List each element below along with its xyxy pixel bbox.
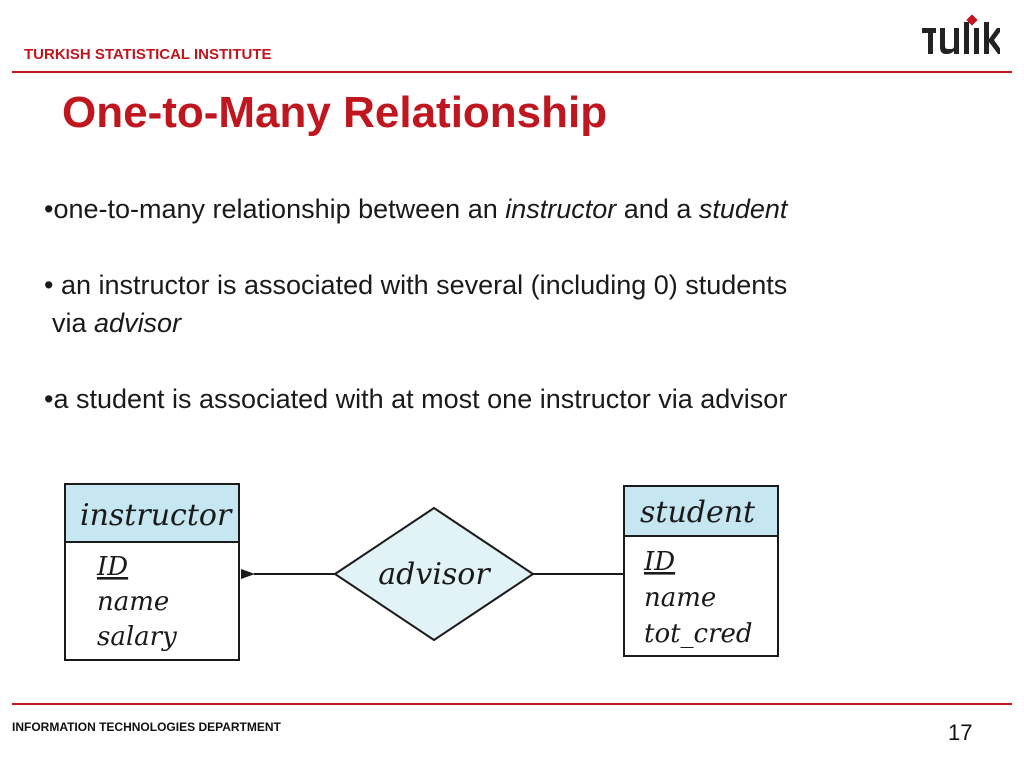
bullet-one-to-many [44, 190, 787, 228]
er-diagram [0, 470, 1024, 670]
student-attr-tot-cred: tot_cred [644, 619, 753, 649]
bullet-1-student: student [698, 194, 788, 224]
page-number: 17 [948, 720, 973, 745]
bullet-1-prefix: •one-to-many relationship between an [44, 194, 506, 224]
bullet-2-advisor: advisor [94, 308, 182, 338]
bullet-2-line1: • an instructor is associated with several (including 0) students [44, 270, 788, 300]
bullet-2-via: via [52, 308, 95, 338]
entity-instructor [65, 484, 239, 660]
entity-student [624, 486, 778, 656]
tuik-logo [920, 14, 1000, 58]
student-entity-name: student [640, 495, 756, 530]
bullet-student-association [44, 380, 787, 418]
bullet-1-middle: and a [616, 194, 699, 224]
footer-divider [12, 703, 1012, 705]
slide-title: One-to-Many Relationship [62, 88, 608, 137]
instructor-attr-salary: salary [97, 622, 177, 652]
instructor-attr-id: ID [97, 552, 129, 582]
advisor-label: advisor [378, 557, 490, 592]
bullet-list [44, 190, 787, 418]
student-attr-id: ID [644, 547, 676, 577]
student-attr-name: name [644, 583, 717, 613]
organization-name: TURKISH STATISTICAL INSTITUTE [24, 46, 272, 63]
bullet-1-instructor: instructor [505, 194, 617, 224]
relationship-advisor [335, 508, 533, 640]
instructor-entity-name: instructor [80, 498, 232, 533]
header-divider [12, 71, 1012, 73]
bullet-2-line2 [44, 308, 181, 338]
bullet-3-text: •a student is associated with at most one instructor via advisor [44, 384, 788, 414]
bullet-instructor-association [44, 266, 787, 342]
footer-department: INFORMATION TECHNOLOGIES DEPARTMENT [12, 720, 281, 734]
instructor-attr-name: name [97, 587, 170, 617]
